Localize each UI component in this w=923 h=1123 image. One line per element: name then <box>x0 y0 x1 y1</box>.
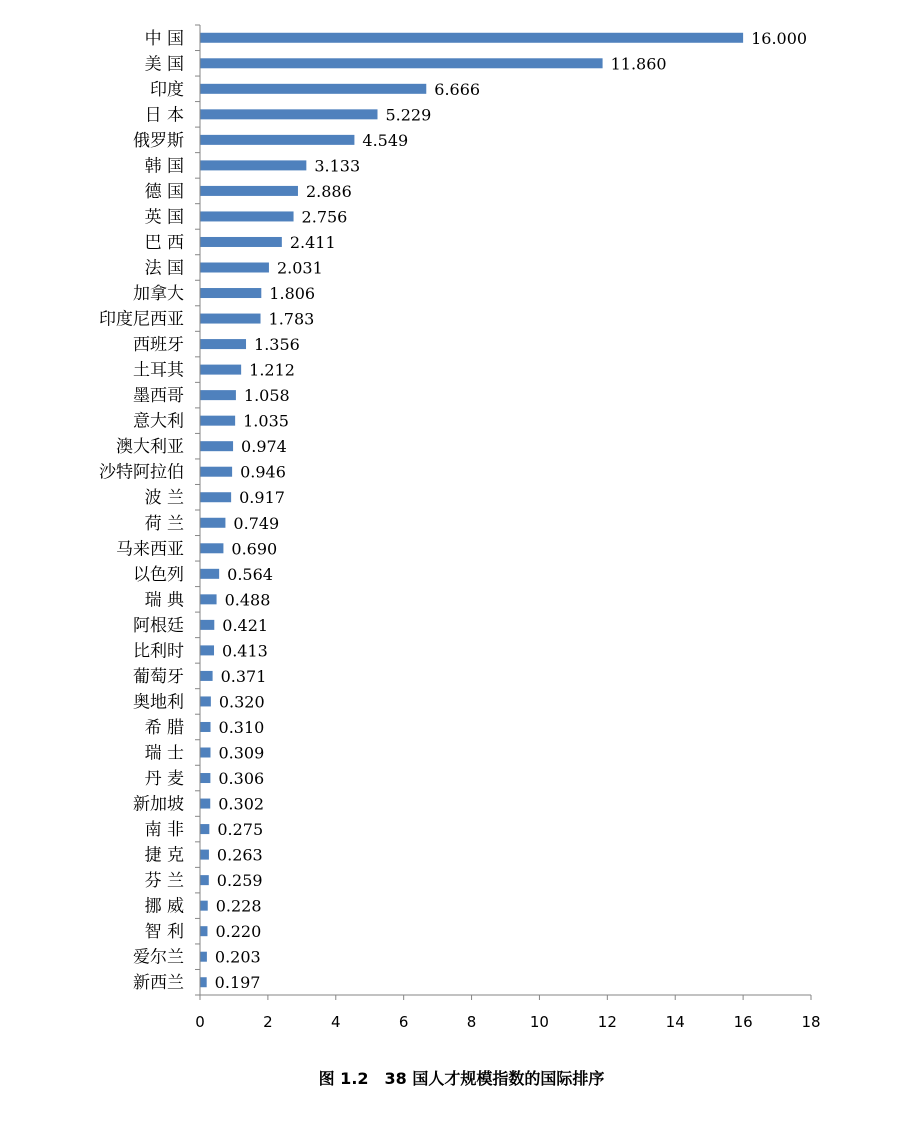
value-label: 1.058 <box>243 386 290 406</box>
category-label: 巴 西 <box>144 232 184 253</box>
category-label: 印度 <box>150 79 184 100</box>
category-label: 芬 兰 <box>144 871 184 892</box>
category-label: 澳大利亚 <box>116 437 184 458</box>
category-label: 爱尔兰 <box>133 947 184 968</box>
value-label: 16.000 <box>751 28 808 48</box>
category-label: 美 国 <box>144 54 184 75</box>
bar <box>200 620 214 630</box>
category-label: 比利时 <box>133 641 184 662</box>
category-label: 挪 威 <box>144 896 184 917</box>
value-label: 0.917 <box>239 488 285 508</box>
bar <box>200 186 298 196</box>
value-label: 0.946 <box>240 462 286 482</box>
category-label: 以色列 <box>133 564 184 585</box>
bar <box>200 773 210 783</box>
category-label: 日 本 <box>144 105 184 126</box>
value-label: 2.411 <box>289 232 336 252</box>
x-tick-label: 8 <box>466 1013 477 1031</box>
category-label: 瑞 士 <box>144 743 184 764</box>
category-label: 英 国 <box>144 207 184 228</box>
category-label: 南 非 <box>144 820 184 841</box>
x-tick-label: 6 <box>398 1013 409 1031</box>
bars-layer <box>200 33 743 987</box>
bar <box>200 926 207 936</box>
value-label: 0.690 <box>231 539 278 559</box>
bar <box>200 263 269 273</box>
bar <box>200 671 213 681</box>
bar <box>200 288 261 298</box>
value-labels <box>215 29 807 992</box>
category-label: 法 国 <box>144 258 184 279</box>
category-label: 瑞 典 <box>144 590 184 611</box>
axes <box>195 25 821 1031</box>
x-tick-label: 16 <box>733 1013 753 1031</box>
category-label: 捷 克 <box>144 845 184 866</box>
value-label: 1.806 <box>269 284 316 304</box>
bar <box>200 467 232 477</box>
value-label: 2.756 <box>301 207 348 227</box>
category-label: 马来西亚 <box>116 539 184 560</box>
value-label: 5.229 <box>385 105 432 125</box>
bar <box>200 594 217 604</box>
value-label: 0.320 <box>218 692 265 712</box>
category-label: 意大利 <box>133 411 184 432</box>
value-label: 11.860 <box>610 54 667 74</box>
value-label: 0.488 <box>224 590 271 610</box>
category-label: 葡萄牙 <box>133 666 184 687</box>
bar <box>200 33 743 43</box>
bar <box>200 824 209 834</box>
value-label: 1.212 <box>249 360 295 380</box>
category-label: 新加坡 <box>133 794 184 815</box>
bar <box>200 952 207 962</box>
category-label: 印度尼西亚 <box>99 309 184 330</box>
value-label: 0.275 <box>217 820 264 840</box>
category-label: 中 国 <box>144 28 184 49</box>
value-label: 0.263 <box>216 845 263 865</box>
category-labels <box>99 29 185 993</box>
value-label: 0.413 <box>222 641 268 661</box>
x-tick-label: 2 <box>263 1013 273 1031</box>
bar <box>200 314 261 324</box>
value-label: 0.421 <box>222 615 269 635</box>
value-label: 0.371 <box>220 666 267 686</box>
category-label: 沙特阿拉伯 <box>99 462 184 483</box>
value-label: 1.035 <box>243 411 289 431</box>
category-label: 奥地利 <box>133 692 184 713</box>
bar <box>200 211 294 221</box>
value-label: 2.886 <box>305 181 352 201</box>
value-label: 0.306 <box>218 769 265 789</box>
value-label: 0.974 <box>241 437 287 457</box>
category-label: 阿根廷 <box>133 615 184 636</box>
figure-caption: 图 1.2 38 国人才规模指数的国际排序 <box>318 1069 605 1088</box>
bar <box>200 492 231 502</box>
category-label: 丹 麦 <box>144 769 184 790</box>
value-label: 0.197 <box>214 973 261 993</box>
bar <box>200 569 219 579</box>
bar <box>200 109 377 119</box>
value-label: 6.666 <box>434 79 481 99</box>
bar <box>200 901 208 911</box>
bar <box>200 441 233 451</box>
bar <box>200 977 207 987</box>
value-label: 0.220 <box>215 922 262 942</box>
bar <box>200 237 282 247</box>
category-label: 波 兰 <box>144 488 184 509</box>
value-label: 0.310 <box>218 717 265 737</box>
value-label: 0.259 <box>216 871 263 891</box>
bar <box>200 748 210 758</box>
bar <box>200 339 246 349</box>
bar <box>200 390 236 400</box>
category-label: 西班牙 <box>133 335 184 356</box>
bar <box>200 518 225 528</box>
value-label: 2.031 <box>276 258 323 278</box>
x-tick-label: 12 <box>597 1013 617 1031</box>
bar <box>200 875 209 885</box>
bar <box>200 84 426 94</box>
value-label: 4.549 <box>362 130 409 150</box>
value-label: 0.309 <box>218 743 265 763</box>
category-label: 新西兰 <box>133 973 184 994</box>
category-label: 土耳其 <box>133 360 184 381</box>
category-label: 韩 国 <box>144 156 184 177</box>
bar <box>200 160 306 170</box>
x-tick-label: 14 <box>665 1013 685 1031</box>
value-label: 0.564 <box>227 564 273 584</box>
value-label: 0.203 <box>214 947 261 967</box>
bar <box>200 696 211 706</box>
category-label: 希 腊 <box>144 717 184 738</box>
x-tick-label: 10 <box>529 1013 549 1031</box>
value-label: 0.228 <box>215 896 262 916</box>
value-label: 0.749 <box>233 513 280 533</box>
x-tick-label: 18 <box>801 1013 821 1031</box>
category-label: 智 利 <box>144 922 184 943</box>
category-label: 荷 兰 <box>144 513 184 534</box>
bar <box>200 799 210 809</box>
bar <box>200 416 235 426</box>
value-label: 1.783 <box>268 309 315 329</box>
bar <box>200 58 603 68</box>
value-label: 0.302 <box>218 794 265 814</box>
value-label: 3.133 <box>314 156 361 176</box>
category-label: 俄罗斯 <box>133 130 184 151</box>
value-label: 1.356 <box>254 335 300 355</box>
x-tick-label: 0 <box>195 1013 205 1031</box>
category-label: 加拿大 <box>133 284 184 305</box>
bar <box>200 645 214 655</box>
bar <box>200 850 209 860</box>
x-tick-label: 4 <box>331 1013 341 1031</box>
bar <box>200 135 354 145</box>
bar <box>200 543 223 553</box>
category-label: 德 国 <box>144 181 184 202</box>
bar <box>200 365 241 375</box>
category-label: 墨西哥 <box>133 386 184 407</box>
bar <box>200 722 211 732</box>
